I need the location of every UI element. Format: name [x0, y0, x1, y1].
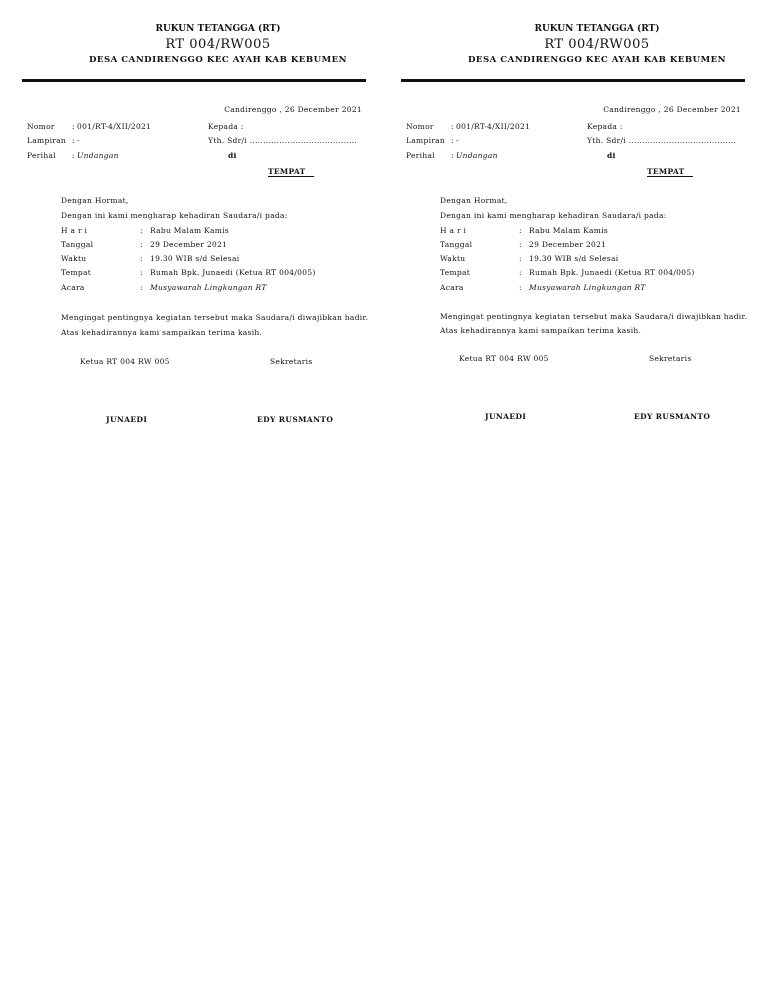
detail-label-acara: Acara [61, 283, 85, 292]
nomor-colon: : [451, 122, 454, 131]
detail-label-tanggal: Tanggal [440, 240, 473, 249]
detail-colon: : [140, 283, 143, 292]
recipient-di: di [228, 151, 237, 160]
detail-colon: : [519, 268, 522, 277]
perihal-label: Perihal [406, 151, 435, 160]
detail-colon: : [519, 226, 522, 235]
detail-value-tanggal: 29 December 2021 [529, 240, 607, 249]
perihal-value: Undangan [456, 151, 498, 160]
chair-title: Ketua RT 004 RW 005 [459, 354, 549, 363]
recipient-tempat: TEMPAT [268, 168, 314, 177]
detail-value-tanggal: 29 December 2021 [150, 240, 228, 249]
detail-colon: : [140, 254, 143, 263]
nomor-value: 001/RT-4/XII/2021 [456, 122, 531, 131]
header-divider [401, 79, 745, 82]
secretary-name: EDY RUSMANTO [257, 415, 334, 424]
recipient-kepada: Kepada : [208, 122, 244, 131]
rt-rw-number: RT 004/RW005 [544, 37, 650, 52]
detail-value-acara: Musyawarah Lingkungan RT [150, 283, 267, 292]
detail-label-waktu: Waktu [61, 254, 87, 263]
perihal-colon: : [72, 151, 75, 160]
salutation: Dengan Hormat, [440, 196, 508, 205]
secretary-title: Sekretaris [649, 354, 692, 363]
secretary-name: EDY RUSMANTO [634, 412, 711, 421]
salutation: Dengan Hormat, [61, 196, 129, 205]
lampiran-colon: : [72, 136, 75, 145]
closing-line-1: Mengingat pentingnya kegiatan tersebut maka Saudara/i diwajibkan hadir. [61, 313, 369, 322]
closing-line-2: Atas kehadirannya kami sampaikan terima kasih. [440, 326, 642, 335]
detail-colon: : [140, 268, 143, 277]
detail-label-acara: Acara [440, 283, 464, 292]
recipient-tempat: TEMPAT [647, 168, 693, 177]
place-date: Candirenggo , 26 December 2021 [224, 105, 362, 114]
detail-value-tempat: Rumah Bpk. Junaedi (Ketua RT 004/005) [529, 268, 695, 277]
chair-name: JUNAEDI [485, 412, 527, 421]
detail-label-tempat: Tempat [61, 268, 92, 277]
detail-value-waktu: 19.30 WIB s/d Selesai [150, 254, 240, 263]
detail-value-waktu: 19.30 WIB s/d Selesai [529, 254, 619, 263]
detail-colon: : [140, 240, 143, 249]
nomor-colon: : [72, 122, 75, 131]
lampiran-colon: : [451, 136, 454, 145]
detail-label-tempat: Tempat [440, 268, 471, 277]
nomor-label: Nomor [406, 122, 434, 131]
recipient-kepada: Kepada : [587, 122, 623, 131]
recipient-yth: Yth. Sdr/i ........................................ [587, 136, 737, 145]
header-divider [22, 79, 366, 82]
detail-label-hari: H a r i [61, 226, 88, 235]
detail-value-tempat: Rumah Bpk. Junaedi (Ketua RT 004/005) [150, 268, 316, 277]
detail-value-hari: Rabu Malam Kamis [150, 226, 230, 235]
lampiran-value: - [77, 136, 80, 145]
recipient-di: di [607, 151, 616, 160]
closing-line-1: Mengingat pentingnya kegiatan tersebut maka Saudara/i diwajibkan hadir. [440, 312, 748, 321]
perihal-value: Undangan [77, 151, 119, 160]
recipient-yth: Yth. Sdr/i ........................................ [208, 136, 358, 145]
chair-title: Ketua RT 004 RW 005 [80, 357, 170, 366]
detail-colon: : [140, 226, 143, 235]
org-name: RUKUN TETANGGA (RT) [534, 24, 660, 34]
secretary-title: Sekretaris [270, 357, 313, 366]
org-address: DESA CANDIRENGGO KEC AYAH KAB KEBUMEN [467, 55, 727, 65]
nomor-value: 001/RT-4/XII/2021 [77, 122, 152, 131]
perihal-label: Perihal [27, 151, 56, 160]
detail-label-tanggal: Tanggal [61, 240, 94, 249]
closing-line-2: Atas kehadirannya kami sampaikan terima kasih. [61, 328, 263, 337]
detail-value-hari: Rabu Malam Kamis [529, 226, 609, 235]
place-date: Candirenggo , 26 December 2021 [603, 105, 741, 114]
org-name: RUKUN TETANGGA (RT) [155, 24, 281, 34]
detail-value-acara: Musyawarah Lingkungan RT [529, 283, 646, 292]
org-address: DESA CANDIRENGGO KEC AYAH KAB KEBUMEN [88, 55, 348, 65]
letter-left [0, 0, 380, 440]
detail-colon: : [519, 240, 522, 249]
detail-colon: : [519, 283, 522, 292]
detail-label-waktu: Waktu [440, 254, 466, 263]
intro-text: Dengan ini kami mengharap kehadiran Saudara/i pada: [440, 211, 667, 220]
letter-right [379, 0, 759, 440]
intro-text: Dengan ini kami mengharap kehadiran Saudara/i pada: [61, 211, 288, 220]
lampiran-label: Lampiran [27, 136, 67, 145]
perihal-colon: : [451, 151, 454, 160]
detail-colon: : [519, 254, 522, 263]
nomor-label: Nomor [27, 122, 55, 131]
chair-name: JUNAEDI [106, 415, 148, 424]
lampiran-label: Lampiran [406, 136, 446, 145]
detail-label-hari: H a r i [440, 226, 467, 235]
lampiran-value: - [456, 136, 459, 145]
rt-rw-number: RT 004/RW005 [165, 37, 271, 52]
